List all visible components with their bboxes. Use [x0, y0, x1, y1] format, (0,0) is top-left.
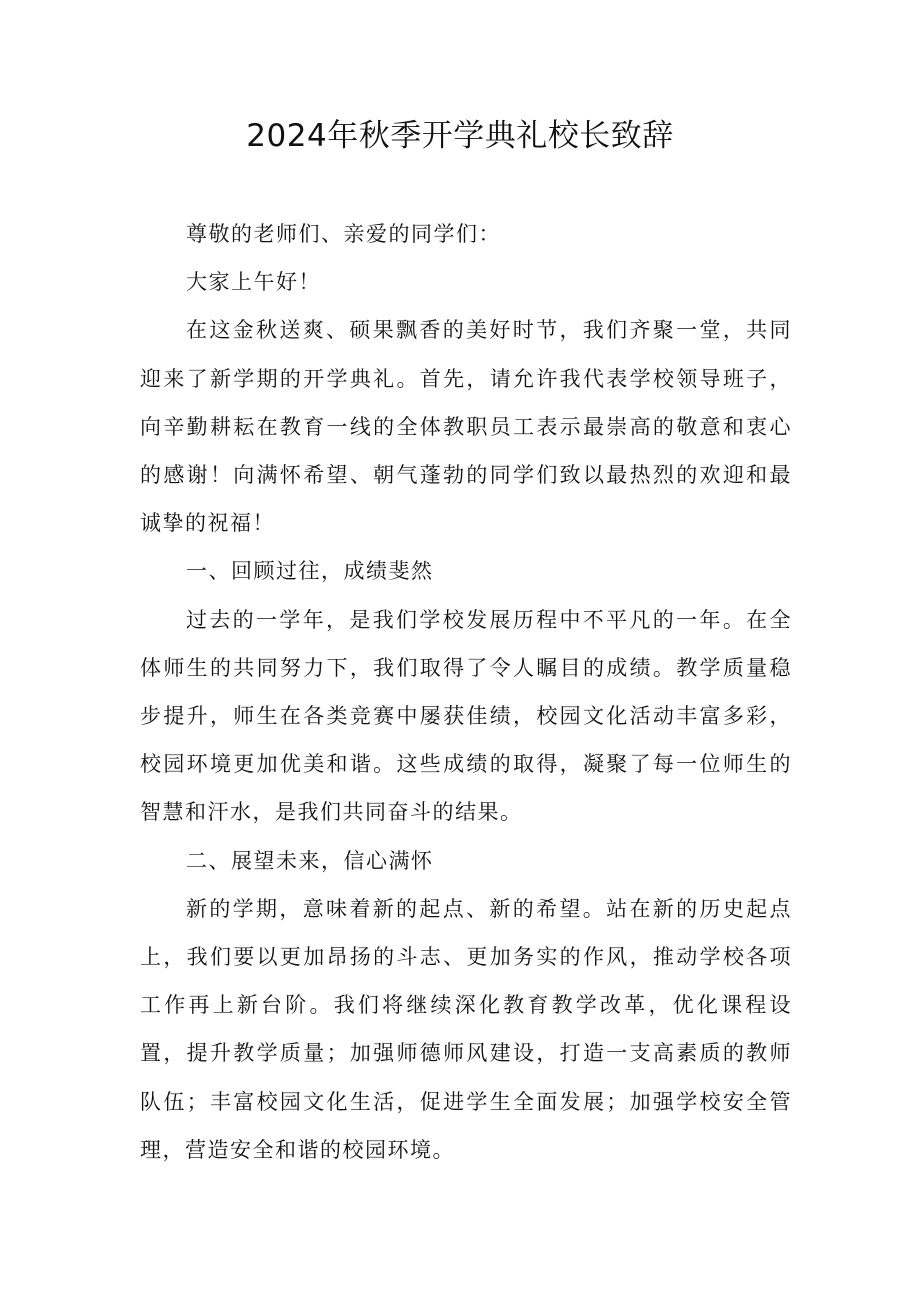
document-title: 2024年秋季开学典礼校长致辞 [246, 118, 674, 154]
section-2-heading: 二、展望未来，信心满怀 [186, 848, 434, 873]
section-2-paragraph: 新的学期，意味着新的起点、新的希望。站在新的历史起点上，我们要以更加昂扬的斗志、更加务实的作风，推动学校各项工作再上新台阶。我们将继续深化教育教学改革，优化课程设置，提升教学质量；加强师德师风建设，打造一支高素质的教师队伍；丰富校园文化生活，促进学生全面发展；加强学校安全管理，营造安全和谐的校园环境。 [140, 896, 792, 1162]
document-body [140, 210, 792, 1174]
greeting: 大家上午好！ [186, 270, 321, 295]
section-1-paragraph: 过去的一学年，是我们学校发展历程中不平凡的一年。在全体师生的共同努力下，我们取得了令人瞩目的成绩。教学质量稳步提升，师生在各类竞赛中屡获佳绩，校园文化活动丰富多彩，校园环境更加优美和谐。这些成绩的取得，凝聚了每一位师生的智慧和汗水，是我们共同奋斗的结果。 [140, 607, 792, 825]
salutation: 尊敬的老师们、亲爱的同学们： [186, 222, 501, 246]
section-1-heading: 一、回顾过往，成绩斐然 [186, 559, 434, 584]
intro-paragraph: 在这金秋送爽、硕果飘香的美好时节，我们齐聚一堂，共同迎来了新学期的开学典礼。首先，请允许我代表学校领导班子，向辛勤耕耘在教育一线的全体教职员工表示最崇高的敬意和衷心的感谢！向满怀希望、朝气蓬勃的同学们致以最热烈的欢迎和最诚挚的祝福！ [140, 318, 792, 536]
